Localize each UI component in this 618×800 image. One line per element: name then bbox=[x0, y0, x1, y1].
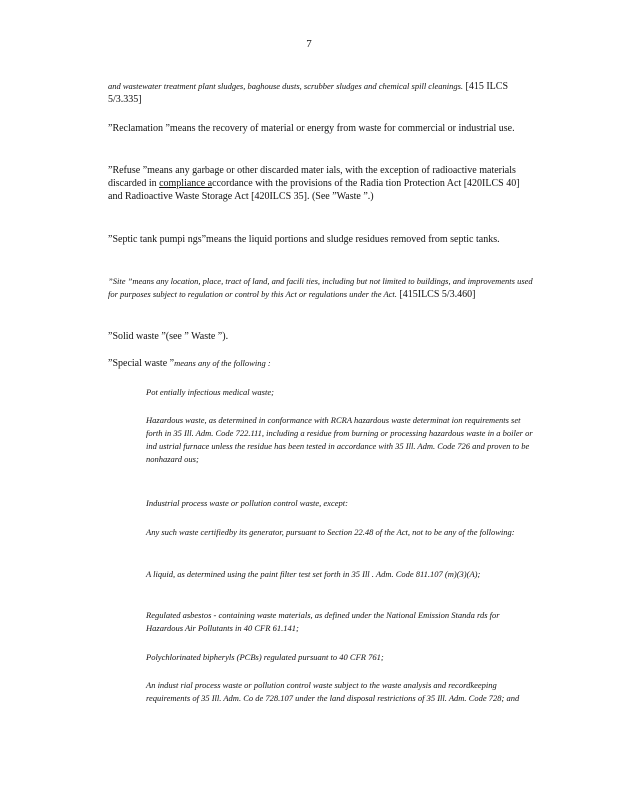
definition-septic-tank-pumpings: ”Septic tank pumpi ngs”means the liquid portions and sludge residues removed from septic tanks. bbox=[108, 234, 500, 245]
list-item-infectious-medical-waste: Pot entially infectious medical waste; bbox=[146, 387, 274, 397]
citation: [415ILCS 5/3.460] bbox=[396, 289, 476, 300]
list-item-industrial-process-waste: Industrial process waste or pollution control waste, except: bbox=[146, 498, 348, 508]
definition-text: ”Refuse ”means any garbage or other discarded mater ials, with the exception of radioactive materials discarded in bbox=[108, 165, 516, 189]
list-item-pcbs: Polychlorinated bipheryls (PCBs) regulated pursuant to 40 CFR 761; bbox=[146, 652, 384, 662]
term-label: ”Special waste ” bbox=[108, 358, 175, 369]
definition-refuse bbox=[108, 164, 528, 203]
list-item-hazardous-waste: Hazardous waste, as determined in conformance with RCRA hazardous waste determinat ion requirements set forth in 35 Ill. Adm. Code 722.111, including a residue from burning or processing hazardous waste in a boiler or ind ustrial furnace unless the residue has been tested in accordance with 35 Ill. Adm. Code 726 and proven to be nonhazard ous; bbox=[146, 415, 533, 464]
italic-text: means any of the following : bbox=[174, 358, 271, 368]
list-item-land-disposal: An indust rial process waste or pollution control waste subject to the waste analysis and recordkeeping requirements of 35 Ill. Adm. Co de 728.107 under the land disposal restrictions of 35 Ill. Adm. Code 728; and bbox=[146, 680, 520, 703]
citation: [415 ILCS 5/3.335] bbox=[108, 81, 509, 105]
definition-reclamation: ”Reclamation ”means the recovery of material or energy from waste for commercial or industrial use. bbox=[108, 123, 515, 134]
list-item-certified-waste: Any such waste certifiedby its generator, pursuant to Section 22.48 of the Act, not to be any of the following: bbox=[146, 527, 515, 537]
definition-text-cont: ccordance with the provisions of the Radia tion Protection Act [420ILCS 40] and Radioactive Waste Storage Act [420ILCS 35]. (See ”Waste ”.) bbox=[108, 178, 520, 202]
page-number: 7 bbox=[306, 38, 312, 50]
italic-text: and wastewater treatment plant sludges, baghouse dusts, scrubber sludges and chemical spill cleanings. bbox=[108, 81, 464, 91]
paragraph-sludges bbox=[108, 80, 528, 106]
definition-solid-waste: ”Solid waste ”(see ” Waste ”). bbox=[108, 331, 229, 342]
list-item-liquid: A liquid, as determined using the paint filter test set forth in 35 Ill . Adm. Code 811.107 (m)(3)(A); bbox=[146, 569, 481, 579]
definition-special-waste bbox=[108, 357, 528, 370]
underlined-text: compliance a bbox=[159, 178, 213, 189]
italic-text: ”Site ”means any location, place, tract of land, and facili ties, including but not limited to buildings, and improvements used for purposes subject to regulation or control by this Act or regulations under the Act. bbox=[108, 276, 533, 299]
list-item-asbestos: Regulated asbestos - containing waste materials, as defined under the National Emission Standa rds for Hazardous Air Pollutants in 40 CFR 61.141; bbox=[146, 610, 500, 633]
definition-site bbox=[108, 275, 536, 301]
